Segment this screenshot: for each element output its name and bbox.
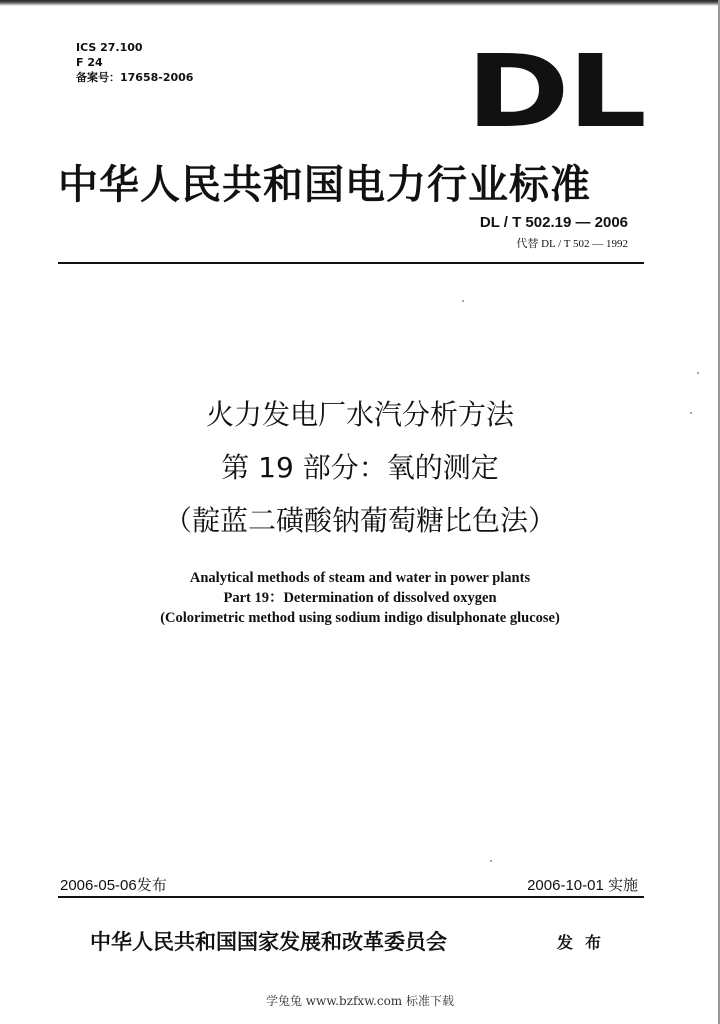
- chinese-title-line-3: （靛蓝二磺酸钠葡萄糖比色法）: [163, 504, 556, 537]
- scan-speck: [490, 860, 492, 862]
- implementation-date: 2006-10-01 实施: [527, 877, 638, 894]
- issue-label: 发布: [557, 933, 614, 952]
- replaces-standard: 代替 DL / T 502 — 1992: [516, 238, 628, 250]
- top-divider: [58, 262, 644, 264]
- scan-speck: [697, 372, 699, 374]
- issuing-authority: 中华人民共和国国家发展和改革委员会: [90, 929, 447, 954]
- scan-edge: [0, 0, 720, 6]
- ccs-code: F 24: [76, 56, 103, 69]
- watermark: 学兔兔 www.bzfxw.com 标准下载: [265, 994, 455, 1008]
- standard-category-title: 中华人民共和国电力行业标准: [58, 161, 591, 208]
- english-title-line-1: Analytical methods of steam and water in power plants: [189, 570, 531, 586]
- scan-speck: [462, 300, 464, 302]
- chinese-title: [0, 388, 720, 547]
- dl-logo: DL: [466, 33, 645, 150]
- bottom-divider: [58, 896, 644, 898]
- record-number: 备案号：17658-2006: [76, 71, 194, 84]
- classification-block: [76, 40, 193, 85]
- ics-code: ICS 27.100: [76, 41, 143, 54]
- english-title: [0, 568, 720, 628]
- english-title-line-3: (Colorimetric method using sodium indigo disulphonate glucose): [160, 610, 560, 626]
- publish-date: 2006-05-06发布: [60, 877, 167, 894]
- english-title-line-2: Part 19：Determination of dissolved oxygen: [223, 590, 497, 606]
- chinese-title-line-2: 第 19 部分：氧的测定: [221, 451, 499, 484]
- standard-number: DL / T 502.19 — 2006: [479, 214, 628, 231]
- chinese-title-line-1: 火力发电厂水汽分析方法: [205, 398, 514, 431]
